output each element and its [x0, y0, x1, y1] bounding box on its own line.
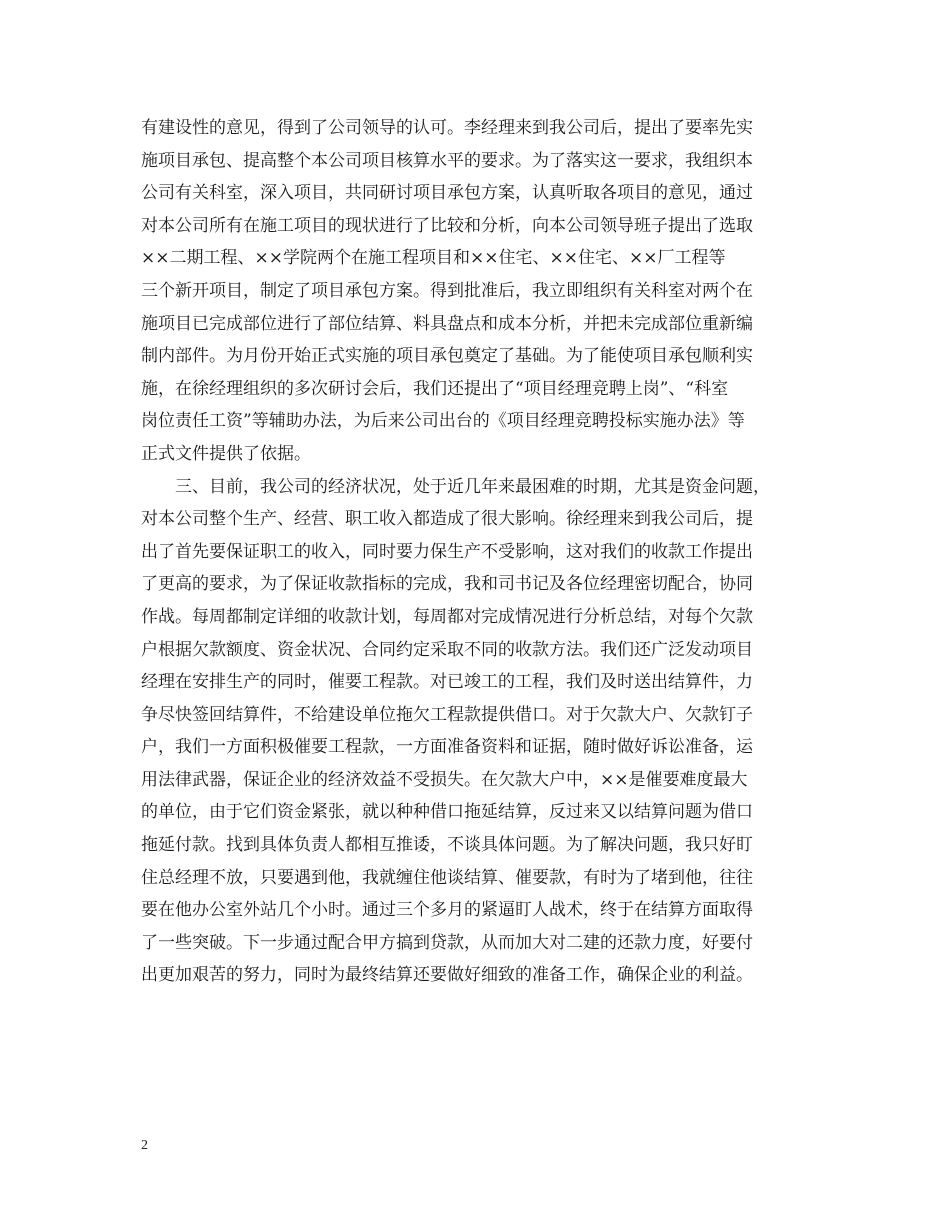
paragraph-1-line: 施项目承包、提高整个本公司项目核算水平的要求。为了落实这一要求，我组织本	[141, 150, 753, 171]
paragraph-2-line: 了一些突破。下一步通过配合甲方搞到贷款，从而加大对二建的还款力度，好要付	[141, 932, 753, 953]
paragraph-2-line: 户根据欠款额度、资金状况、合同约定采取不同的收款方法。我们还广泛发动项目	[141, 639, 753, 660]
paragraph-2-line: 作战。每周都制定详细的收款计划，每周都对完成情况进行分析总结，对每个欠款	[141, 606, 753, 627]
paragraph-2-line: 用法律武器，保证企业的经济效益不受损失。在欠款大户中，××是催要难度最大	[141, 769, 748, 790]
paragraph-1-line: 有建设性的意见，得到了公司领导的认可。李经理来到我公司后，提出了要率先实	[141, 118, 753, 138]
paragraph-2-line: 对本公司整个生产、经营、职工收入都造成了很大影响。徐经理来到我公司后，提	[141, 509, 753, 530]
paragraph-2-line: 出了首先要保证职工的收入，同时要力保生产不受影响，这对我们的收款工作提出	[141, 541, 753, 562]
paragraph-2-line: 的单位，由于它们资金紧张，就以种种借口拖延结算，反过来又以结算问题为借口	[141, 802, 753, 823]
paragraph-1	[141, 112, 813, 471]
paragraph-2-line: 拖延付款。找到具体负责人都相互推诿，不谈具体问题。为了解决问题，我只好盯	[141, 835, 753, 856]
paragraph-1-line: 三个新开项目，制定了项目承包方案。得到批准后，我立即组织有关科室对两个在	[141, 280, 753, 301]
paragraph-2-line: 户，我们一方面积极催要工程款，一方面准备资料和证据，随时做好诉讼准备，运	[141, 737, 753, 758]
paragraph-2-line: 出更加艰苦的努力，同时为最终结算还要做好细致的准备工作，确保企业的利益。	[141, 965, 753, 986]
paragraph-2-line: 要在他办公室外站几个小时。通过三个多月的紧逼盯人战术，终于在结算方面取得	[141, 900, 753, 921]
paragraph-2-line: 争尽快签回结算件，不给建设单位拖欠工程款提供借口。对于欠款大户、欠款钉子	[141, 704, 753, 725]
paragraph-2-line: 了更高的要求，为了保证收款指标的完成，我和司书记及各位经理密切配合，协同	[141, 574, 753, 595]
paragraph-2-line: 住总经理不放，只要遇到他，我就缠住他谈结算、催要款，有时为了堵到他，往往	[141, 867, 753, 888]
paragraph-2-line: 经理在安排生产的同时，催要工程款。对已竣工的工程，我们及时送出结算件，力	[141, 672, 753, 693]
paragraph-2-line: 三、目前，我公司的经济状况，处于近几年来最困难的时期，尤其是资金问题，	[175, 476, 770, 497]
paragraph-2	[141, 471, 813, 993]
paragraph-1-line: 公司有关科室，深入项目，共同研讨项目承包方案，认真听取各项目的意见，通过	[141, 183, 753, 204]
paragraph-1-line: 正式文件提供了依据。	[141, 443, 311, 464]
document-body	[141, 112, 813, 992]
paragraph-1-line: 制内部件。为月份开始正式实施的项目承包奠定了基础。为了能使项目承包顺利实	[141, 346, 753, 367]
page-number: 2	[141, 1138, 148, 1153]
paragraph-1-line: ××二期工程、××学院两个在施工程项目和××住宅、××住宅、××厂工程等	[141, 248, 726, 269]
paragraph-1-line: 施，在徐经理组织的多次研讨会后，我们还提出了“项目经理竞聘上岗”、“科室	[141, 378, 729, 399]
paragraph-1-line: 对本公司所有在施工项目的现状进行了比较和分析，向本公司领导班子提出了选取	[141, 215, 753, 236]
paragraph-1-line: 施项目已完成部位进行了部位结算、料具盘点和成本分析，并把未完成部位重新编	[141, 313, 753, 334]
paragraph-1-line: 岗位责任工资”等辅助办法，为后来公司出台的《项目经理竞聘投标实施办法》等	[141, 411, 745, 432]
